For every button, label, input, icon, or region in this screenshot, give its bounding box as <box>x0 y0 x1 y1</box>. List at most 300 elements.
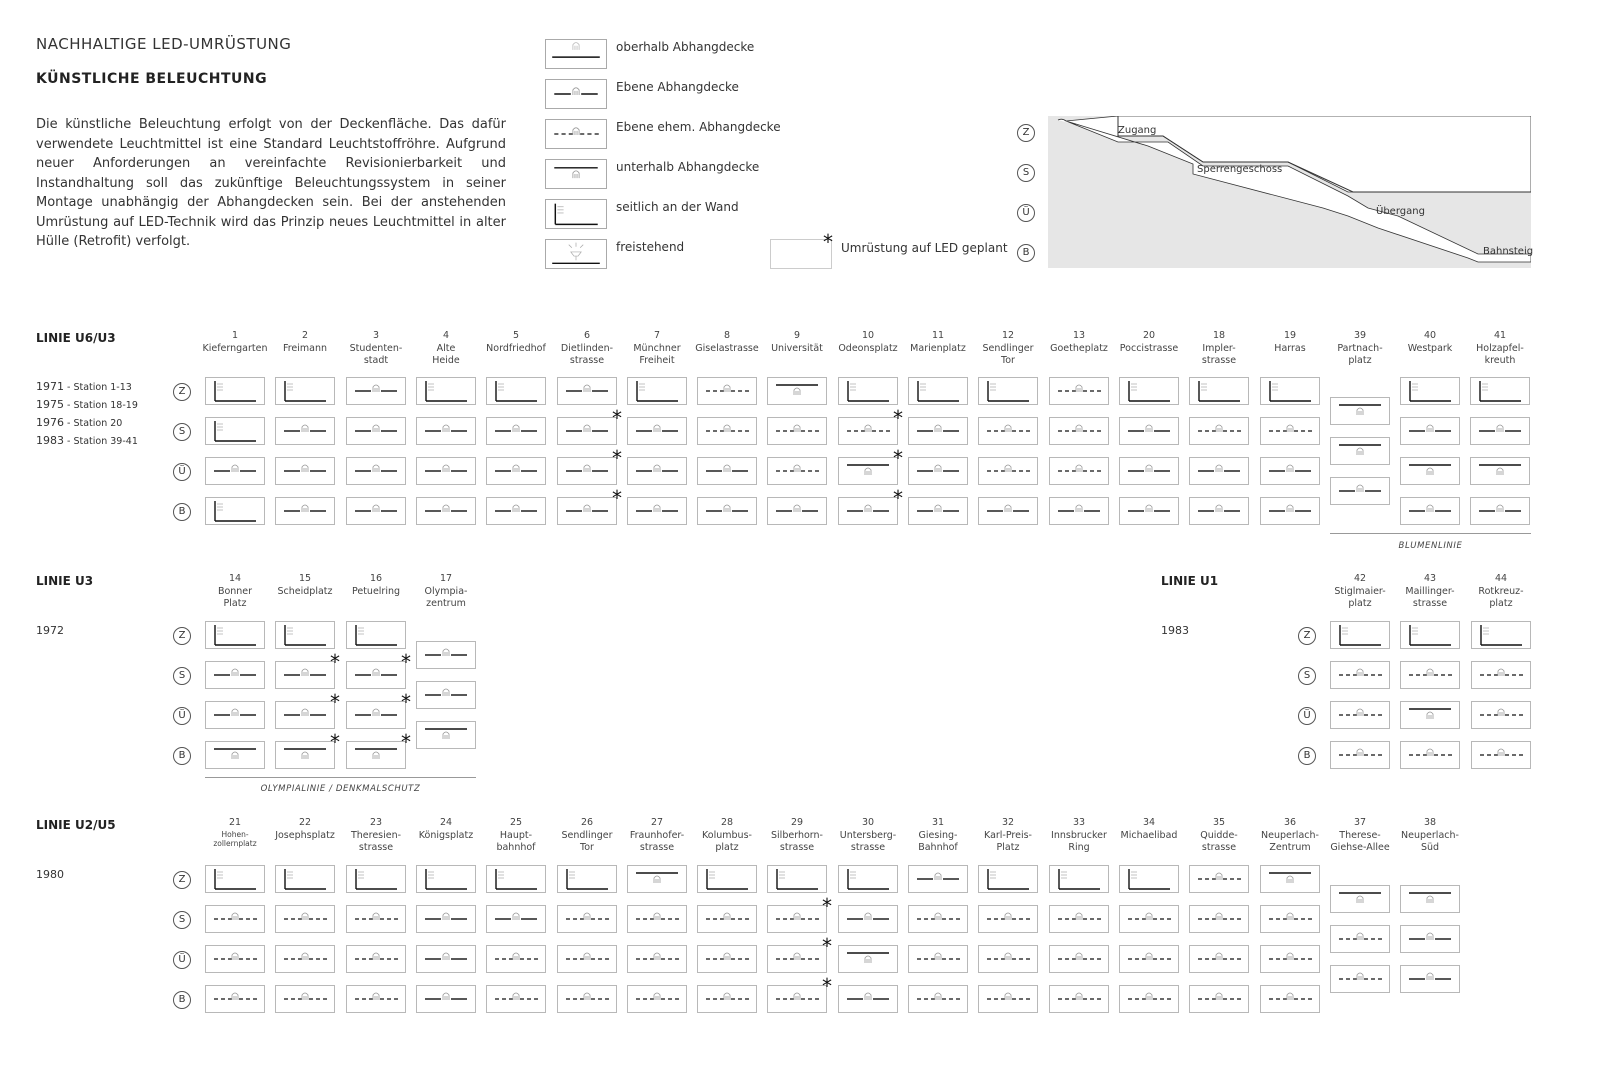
fixture-cell <box>416 417 476 445</box>
fixture-cell <box>275 945 335 973</box>
fixture-U-icon <box>839 946 897 972</box>
fixture-cell <box>1189 945 1249 973</box>
station-name: 43 Maillinger- strasse <box>1405 573 1455 609</box>
station-name: 13 Goetheplatz <box>1050 330 1108 354</box>
fixture-E-icon <box>839 986 897 1012</box>
fixture-cell <box>908 865 968 893</box>
group-divider <box>205 777 476 778</box>
fixture-D-icon <box>1401 662 1459 688</box>
level-marker: B <box>1017 244 1035 262</box>
station-name: 24 Königsplatz <box>418 817 474 841</box>
fixture-cell <box>275 985 335 1013</box>
fixture-cell <box>627 905 687 933</box>
fixture-cell <box>1400 701 1460 729</box>
line-years: 1971 - Station 1-13 1975 - Station 18-19 1976 - Station 20 1983 - Station 39-41 <box>36 380 138 447</box>
station-name: 7 Münchner Freiheit <box>633 330 681 366</box>
fixture-E-icon <box>1190 458 1248 484</box>
fixture-U-icon <box>1261 866 1319 892</box>
fixture-F-icon <box>546 240 606 268</box>
fixture-cell <box>1330 621 1390 649</box>
fixture-D-icon <box>1050 946 1108 972</box>
fixture-E-icon <box>628 498 686 524</box>
fixture-D-icon <box>1261 418 1319 444</box>
fixture-E-icon <box>1471 498 1529 524</box>
fixture-E-icon <box>487 498 545 524</box>
fixture-D-icon <box>558 946 616 972</box>
fixture-E-icon <box>1331 478 1389 504</box>
fixture-cell <box>1119 865 1179 893</box>
fixture-cell <box>1400 497 1460 525</box>
fixture-cell <box>346 701 406 729</box>
fixture-cell <box>1049 865 1109 893</box>
legend-label: Ebene ehem. Abhangdecke <box>616 120 781 134</box>
fixture-E-icon <box>417 498 475 524</box>
fixture-W-icon <box>417 866 475 892</box>
fixture-cell <box>557 497 617 525</box>
star-icon: * <box>822 974 832 998</box>
fixture-cell <box>275 497 335 525</box>
station-name: 12 Sendlinger Tor <box>982 330 1034 366</box>
fixture-cell <box>1400 417 1460 445</box>
fixture-cell <box>1119 377 1179 405</box>
fixture-D-icon <box>768 946 826 972</box>
fixture-D-icon <box>487 986 545 1012</box>
fixture-cell <box>1049 985 1109 1013</box>
fixture-D-icon <box>1120 986 1178 1012</box>
fixture-cell <box>627 497 687 525</box>
fixture-E-icon <box>487 458 545 484</box>
fixture-cell <box>627 945 687 973</box>
fixture-cell <box>978 377 1038 405</box>
fixture-cell <box>697 945 757 973</box>
level-marker: Ü <box>173 951 191 969</box>
fixture-cell <box>1400 885 1460 913</box>
fixture-cell <box>1260 497 1320 525</box>
fixture-E-icon <box>909 458 967 484</box>
level-marker: Ü <box>1017 204 1035 222</box>
fixture-D-icon <box>558 906 616 932</box>
fixture-W-icon <box>206 866 264 892</box>
fixture-cell <box>767 497 827 525</box>
page-supertitle: NACHHALTIGE LED-UMRÜSTUNG <box>36 35 292 53</box>
star-icon: * <box>401 730 411 754</box>
fixture-W-icon <box>487 378 545 404</box>
fixture-cell <box>908 945 968 973</box>
fixture-cell <box>767 377 827 405</box>
fixture-W-icon <box>206 622 264 648</box>
fixture-cell <box>838 985 898 1013</box>
fixture-W-icon <box>1120 378 1178 404</box>
star-icon: * <box>330 650 340 674</box>
fixture-cell <box>1189 905 1249 933</box>
fixture-cell <box>1330 477 1390 505</box>
fixture-W-icon <box>1401 378 1459 404</box>
fixture-cell <box>1119 417 1179 445</box>
fixture-cell <box>205 417 265 445</box>
fixture-D-icon <box>1190 986 1248 1012</box>
fixture-D-icon <box>698 986 756 1012</box>
fixture-E-icon <box>1120 418 1178 444</box>
fixture-cell <box>1119 985 1179 1013</box>
fixture-cell <box>908 905 968 933</box>
fixture-U-icon <box>839 458 897 484</box>
fixture-cell <box>1189 865 1249 893</box>
fixture-cell <box>1189 497 1249 525</box>
fixture-U-icon <box>1401 886 1459 912</box>
fixture-cell <box>416 945 476 973</box>
legend-label: oberhalb Abhangdecke <box>616 40 755 54</box>
fixture-cell <box>275 377 335 405</box>
fixture-cell <box>346 865 406 893</box>
fixture-cell <box>1330 437 1390 465</box>
fixture-D-icon <box>347 946 405 972</box>
fixture-U-icon <box>1331 398 1389 424</box>
fixture-U-icon <box>546 160 606 188</box>
fixture-cell <box>1189 417 1249 445</box>
fixture-cell <box>486 945 546 973</box>
fixture-cell <box>697 497 757 525</box>
fixture-U-icon <box>276 742 334 768</box>
fixture-cell <box>205 497 265 525</box>
star-icon: * <box>893 446 903 470</box>
station-name: 15 Scheidplatz <box>277 573 333 597</box>
fixture-cell <box>486 985 546 1013</box>
level-marker: B <box>1298 747 1316 765</box>
station-name: 31 Giesing- Bahnhof <box>918 817 958 853</box>
fixture-E-icon <box>768 498 826 524</box>
fixture-cell <box>697 377 757 405</box>
station-name: 40 Westpark <box>1407 330 1453 354</box>
station-name: 28 Kolumbus- platz <box>702 817 752 853</box>
fixture-D-icon <box>1190 418 1248 444</box>
level-marker: Ü <box>173 463 191 481</box>
station-name: 35 Quidde- strasse <box>1200 817 1238 853</box>
fixture-cell <box>627 865 687 893</box>
fixture-cell <box>1400 925 1460 953</box>
fixture-D-icon <box>839 418 897 444</box>
legend-label: unterhalb Abhangdecke <box>616 160 760 174</box>
fixture-W-icon <box>839 378 897 404</box>
fixture-D-icon <box>347 986 405 1012</box>
level-marker: Ü <box>173 707 191 725</box>
fixture-cell <box>486 497 546 525</box>
fixture-D-icon <box>698 378 756 404</box>
page-title: KÜNSTLICHE BELEUCHTUNG <box>36 71 268 87</box>
fixture-D-icon <box>546 120 606 148</box>
station-name: 44 Rotkreuz- platz <box>1478 573 1524 609</box>
fixture-U-icon <box>417 722 475 748</box>
fixture-cell <box>416 865 476 893</box>
station-name: 25 Haupt- bahnhof <box>496 817 536 853</box>
fixture-D-icon <box>1472 742 1530 768</box>
fixture-D-icon <box>276 906 334 932</box>
station-name: 9 Universität <box>771 330 823 354</box>
station-name: 10 Odeonsplatz <box>838 330 898 354</box>
station-name: 20 Poccistrasse <box>1119 330 1179 354</box>
fixture-cell <box>416 457 476 485</box>
fixture-U-icon <box>628 866 686 892</box>
fixture-cell <box>1260 377 1320 405</box>
fixture-cell <box>767 945 827 973</box>
fixture-A-icon <box>546 40 606 68</box>
fixture-U-icon <box>206 742 264 768</box>
fixture-D-icon <box>1120 906 1178 932</box>
fixture-cell <box>697 865 757 893</box>
fixture-U-icon <box>768 378 826 404</box>
fixture-E-icon <box>417 986 475 1012</box>
fixture-D-icon <box>487 946 545 972</box>
star-icon: * <box>823 230 833 254</box>
fixture-cell <box>1049 905 1109 933</box>
fixture-W-icon <box>1472 622 1530 648</box>
level-marker: Z <box>1017 124 1035 142</box>
fixture-cell <box>416 985 476 1013</box>
fixture-cell <box>1260 865 1320 893</box>
station-name: 41 Holzapfel- kreuth <box>1476 330 1524 366</box>
fixture-cell <box>978 457 1038 485</box>
fixture-E-icon <box>1261 458 1319 484</box>
fixture-E-icon <box>1190 498 1248 524</box>
star-icon: * <box>893 406 903 430</box>
fixture-E-icon <box>347 418 405 444</box>
fixture-E-icon <box>347 662 405 688</box>
fixture-cell <box>557 945 617 973</box>
fixture-cell <box>1049 417 1109 445</box>
fixture-cell <box>1400 741 1460 769</box>
fixture-cell <box>767 865 827 893</box>
fixture-cell <box>838 945 898 973</box>
station-name: 3 Studenten- stadt <box>349 330 403 366</box>
fixture-D-icon <box>628 906 686 932</box>
fixture-W-icon <box>979 378 1037 404</box>
fixture-D-icon <box>206 946 264 972</box>
star-icon: * <box>612 486 622 510</box>
fixture-D-icon <box>768 906 826 932</box>
fixture-D-icon <box>1261 946 1319 972</box>
fixture-cell <box>838 497 898 525</box>
fixture-E-icon <box>417 458 475 484</box>
star-icon: * <box>822 894 832 918</box>
fixture-W-icon <box>1050 866 1108 892</box>
fixture-cell <box>346 661 406 689</box>
fixture-cell <box>838 905 898 933</box>
star-icon: * <box>822 934 832 958</box>
fixture-cell <box>346 457 406 485</box>
fixture-W-icon <box>206 498 264 524</box>
fixture-cell <box>1260 985 1320 1013</box>
fixture-E-icon <box>487 906 545 932</box>
fixture-W-icon <box>1401 622 1459 648</box>
fixture-cell <box>275 417 335 445</box>
group-divider <box>1330 533 1531 534</box>
fixture-cell <box>557 417 617 445</box>
fixture-cell <box>275 865 335 893</box>
level-marker: Ü <box>1298 707 1316 725</box>
fixture-cell <box>346 985 406 1013</box>
fixture-cell <box>1049 945 1109 973</box>
fixture-W-icon <box>1471 378 1529 404</box>
fixture-W-icon <box>276 622 334 648</box>
fixture-E-icon <box>909 866 967 892</box>
fixture-W-icon <box>698 866 756 892</box>
fixture-E-icon <box>1401 498 1459 524</box>
fixture-E-icon <box>909 418 967 444</box>
star-icon: * <box>401 690 411 714</box>
fixture-cell <box>557 905 617 933</box>
station-name: 34 Michaelibad <box>1120 817 1178 841</box>
fixture-cell <box>627 457 687 485</box>
legend-swatch <box>545 199 607 229</box>
fixture-U-icon <box>1331 438 1389 464</box>
fixture-E-icon <box>698 458 756 484</box>
fixture-W-icon <box>206 378 264 404</box>
fixture-cell <box>908 457 968 485</box>
fixture-E-icon <box>276 458 334 484</box>
fixture-cell <box>767 457 827 485</box>
fixture-D-icon <box>698 418 756 444</box>
station-name: 27 Fraunhofer- strasse <box>629 817 685 853</box>
station-name: 32 Karl-Preis- Platz <box>984 817 1032 853</box>
station-name: 6 Dietlinden- strasse <box>560 330 614 366</box>
fixture-cell <box>908 985 968 1013</box>
fixture-E-icon <box>1050 498 1108 524</box>
fixture-D-icon <box>1261 986 1319 1012</box>
station-name: 1 Kieferngarten <box>202 330 268 354</box>
fixture-E-icon <box>1120 498 1178 524</box>
fixture-cell <box>767 905 827 933</box>
fixture-cell <box>416 721 476 749</box>
level-marker: B <box>173 991 191 1009</box>
fixture-E-icon <box>347 498 405 524</box>
fixture-cell <box>838 865 898 893</box>
fixture-cell <box>346 497 406 525</box>
fixture-W-icon <box>487 866 545 892</box>
fixture-cell <box>697 905 757 933</box>
station-name: 39 Partnach- platz <box>1337 330 1383 366</box>
fixture-cell <box>205 985 265 1013</box>
fixture-cell <box>1119 945 1179 973</box>
fixture-W-icon <box>417 378 475 404</box>
fixture-cell <box>205 457 265 485</box>
fixture-D-icon <box>1261 906 1319 932</box>
fixture-W-icon <box>347 622 405 648</box>
fixture-cell <box>205 621 265 649</box>
fixture-cell <box>1330 741 1390 769</box>
fixture-cell <box>978 905 1038 933</box>
star-icon: * <box>401 650 411 674</box>
fixture-E-icon <box>417 418 475 444</box>
fixture-D-icon <box>909 986 967 1012</box>
fixture-cell <box>978 865 1038 893</box>
star-icon: * <box>330 690 340 714</box>
fixture-D-icon <box>1331 742 1389 768</box>
fixture-W-icon <box>1261 378 1319 404</box>
fixture-cell <box>1260 457 1320 485</box>
legend-label: freistehend <box>616 240 685 254</box>
fixture-E-icon <box>276 418 334 444</box>
fixture-cell <box>1330 925 1390 953</box>
fixture-cell <box>275 661 335 689</box>
fixture-E-icon <box>546 80 606 108</box>
level-marker: B <box>173 503 191 521</box>
station-name: 36 Neuperlach- Zentrum <box>1261 817 1319 853</box>
fixture-cell <box>346 905 406 933</box>
fixture-cell <box>1470 417 1530 445</box>
fixture-D-icon <box>909 906 967 932</box>
fixture-cell <box>978 497 1038 525</box>
fixture-cell <box>1400 457 1460 485</box>
fixture-W-icon <box>546 200 606 228</box>
fixture-cell <box>1189 457 1249 485</box>
fixture-D-icon <box>1331 926 1389 952</box>
fixture-cell <box>275 621 335 649</box>
fixture-E-icon <box>558 458 616 484</box>
fixture-E-icon <box>1471 418 1529 444</box>
fixture-E-icon <box>417 682 475 708</box>
station-name: 21 Hohen- zollernplatz <box>213 817 257 848</box>
fixture-cell <box>1470 497 1530 525</box>
group-label: OLYMPIALINIE / DENKMALSCHUTZ <box>260 784 421 794</box>
fixture-D-icon <box>1190 866 1248 892</box>
fixture-D-icon <box>347 906 405 932</box>
fixture-D-icon <box>1331 662 1389 688</box>
fixture-E-icon <box>276 702 334 728</box>
fixture-cell <box>416 377 476 405</box>
station-name: 17 Olympia- zentrum <box>424 573 468 609</box>
fixture-cell <box>416 497 476 525</box>
fixture-cell <box>1471 661 1531 689</box>
fixture-E-icon <box>206 702 264 728</box>
station-name: 19 Harras <box>1274 330 1306 354</box>
fixture-cell <box>1260 417 1320 445</box>
fixture-cell <box>486 865 546 893</box>
fixture-D-icon <box>1190 906 1248 932</box>
fixture-cell <box>1400 377 1460 405</box>
level-marker: S <box>1017 164 1035 182</box>
station-name: 4 Alte Heide <box>432 330 460 366</box>
fixture-W-icon <box>628 378 686 404</box>
fixture-D-icon <box>698 906 756 932</box>
fixture-W-icon <box>206 418 264 444</box>
fixture-cell <box>1119 497 1179 525</box>
legend-star-label: Umrüstung auf LED geplant <box>841 241 1008 255</box>
fixture-W-icon <box>1331 622 1389 648</box>
fixture-cell <box>1189 985 1249 1013</box>
level-marker: Z <box>173 627 191 645</box>
fixture-cell <box>838 457 898 485</box>
fixture-cell <box>275 741 335 769</box>
fixture-cell <box>275 905 335 933</box>
fixture-cell <box>486 417 546 445</box>
fixture-D-icon <box>276 986 334 1012</box>
fixture-cell <box>557 865 617 893</box>
station-name: 8 Giselastrasse <box>695 330 759 354</box>
fixture-E-icon <box>839 498 897 524</box>
station-name: 22 Josephsplatz <box>275 817 335 841</box>
fixture-cell <box>627 417 687 445</box>
fixture-U-icon <box>1331 886 1389 912</box>
fixture-E-icon <box>206 662 264 688</box>
fixture-cell <box>1400 621 1460 649</box>
section-drawing <box>1048 116 1534 268</box>
fixture-cell <box>838 417 898 445</box>
fixture-cell <box>978 985 1038 1013</box>
fixture-cell <box>697 417 757 445</box>
fixture-D-icon <box>698 946 756 972</box>
station-name: 33 Innsbrucker Ring <box>1051 817 1107 853</box>
star-icon: * <box>330 730 340 754</box>
fixture-E-icon <box>558 418 616 444</box>
